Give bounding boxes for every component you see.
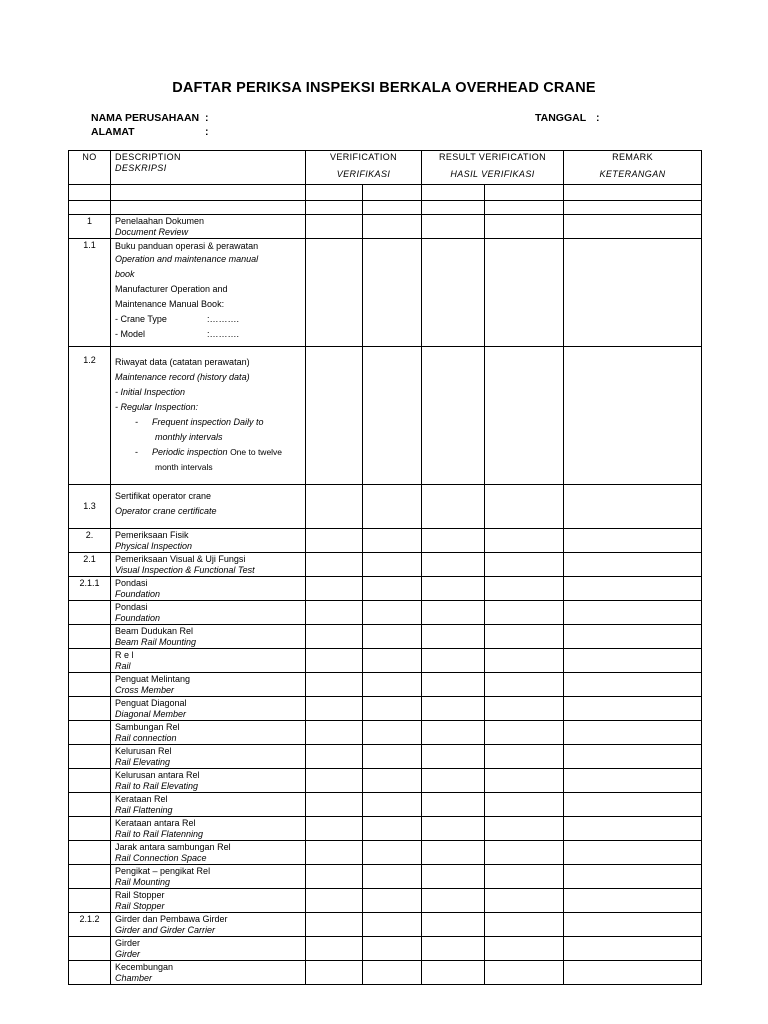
empty-cell [485,865,564,889]
header-verification-label: VERIFICATION [329,152,398,162]
empty-cell [422,889,485,913]
table-row [69,865,702,889]
row-sublabel: Chamber [115,972,153,983]
empty-cell [306,841,363,865]
empty-cell [485,697,564,721]
row-sublabel: Rail Flattening [115,804,173,815]
empty-cell [485,625,564,649]
row-description [111,601,306,625]
frequent-inspection [115,415,301,430]
empty-cell [485,793,564,817]
header-row [69,151,702,185]
header-verification [306,151,422,185]
row-sublabel: Rail Elevating [115,756,171,767]
date-label: TANGGAL [535,112,587,124]
row-label: Kerataan Rel [115,794,168,804]
empty-cell [422,745,485,769]
empty-cell [564,529,702,553]
empty-cell [422,841,485,865]
table-row [69,937,702,961]
row-description [111,841,306,865]
periodic-inspection-range: One to twelve [230,447,283,457]
row-label: Kelurusan antara Rel [115,770,200,780]
row-number [69,817,111,841]
crane-type-line [115,312,301,327]
initial-inspection: - Initial Inspection [115,387,186,397]
row-label: Pengikat – pengikat Rel [115,866,211,876]
empty-cell [564,673,702,697]
regular-inspection: - Regular Inspection: [115,402,199,412]
empty-cell [306,745,363,769]
empty-cell [363,841,422,865]
row-description [111,961,306,985]
empty-cell [363,601,422,625]
empty-cell [363,769,422,793]
frequent-inspection-cont: monthly intervals [155,432,223,442]
row-label: Buku panduan operasi & perawatan [115,241,259,251]
model-label: - Model [115,329,146,339]
empty-cell [422,649,485,673]
row-description [111,577,306,601]
table-row [69,673,702,697]
row-label: Pemeriksaan Fisik [115,530,189,540]
empty-cell [363,577,422,601]
empty-cell [363,529,422,553]
row-label: Girder [115,938,141,948]
empty-cell [306,529,363,553]
empty-cell [564,553,702,577]
empty-cell [363,913,422,937]
row-number: 2.1.2 [69,913,111,937]
empty-cell [564,745,702,769]
empty-cell [306,937,363,961]
row-sublabel: Visual Inspection & Functional Test [115,564,255,575]
section-row-1 [69,215,702,239]
row-label: Jarak antara sambungan Rel [115,842,231,852]
empty-cell [485,745,564,769]
empty-cell [564,817,702,841]
empty-cell [485,937,564,961]
empty-cell [564,649,702,673]
empty-cell [485,769,564,793]
row-label: Kecembungan [115,962,174,972]
address-colon: : [205,126,209,138]
empty-cell [422,721,485,745]
row-sublabel: Foundation [115,612,161,623]
header-result [422,151,564,185]
checklist-table [68,150,702,985]
empty-cell [485,913,564,937]
header-description-sub: DESKRIPSI [115,162,167,173]
row-label: Rail Stopper [115,890,165,900]
row-number [69,793,111,817]
row-number [69,865,111,889]
item-rows [69,529,702,985]
row-sublabel: Rail [115,660,131,671]
row-label: Kerataan antara Rel [115,818,196,828]
blank-row [69,201,702,215]
row-sublabel: Cross Member [115,684,175,695]
row-sublabel: Rail to Rail Flatenning [115,828,204,839]
empty-cell [306,889,363,913]
row-number [69,841,111,865]
row-description [111,485,306,529]
row-number: 2.1.1 [69,577,111,601]
row-label: Girder dan Pembawa Girder [115,914,228,924]
table-row [69,817,702,841]
model-value: :………. [207,329,240,339]
periodic-inspection [115,445,301,460]
row-label: R e l [115,650,134,660]
empty-cell [422,793,485,817]
periodic-inspection-text: Periodic inspection [152,447,228,457]
empty-cell [564,961,702,985]
row-number: 2. [69,529,111,553]
empty-cell [422,865,485,889]
header-description-label: DESCRIPTION [115,152,181,162]
row-sublabel: Rail Stopper [115,900,165,911]
empty-cell [422,625,485,649]
row-label: Pondasi [115,602,148,612]
row-label: Riwayat data (catatan perawatan) [115,357,250,367]
row-number [69,745,111,769]
empty-cell [306,673,363,697]
empty-cell [485,529,564,553]
empty-cell [485,817,564,841]
empty-cell [306,649,363,673]
row-number [69,673,111,697]
row-description [111,347,306,485]
row-sublabel: Diagonal Member [115,708,187,719]
section-row-1-2 [69,347,702,485]
row-description [111,937,306,961]
crane-type-label: - Crane Type [115,314,167,324]
row-description [111,817,306,841]
manufacturer-label: Manufacturer Operation and [115,284,228,294]
table-row [69,601,702,625]
empty-cell [564,937,702,961]
empty-cell [306,817,363,841]
empty-cell [564,601,702,625]
row-label: Penguat Diagonal [115,698,187,708]
row-number: 1 [69,215,111,239]
date-colon: : [596,112,600,124]
row-number [69,721,111,745]
empty-cell [363,817,422,841]
empty-cell [564,841,702,865]
empty-cell [306,601,363,625]
row-number: 1.3 [69,485,111,529]
empty-cell [422,577,485,601]
row-number [69,769,111,793]
bullet-dash: - [135,417,138,427]
empty-cell [485,553,564,577]
table-row [69,649,702,673]
row-sublabel: Document Review [115,226,189,237]
row-label: Sertifikat operator crane [115,491,212,501]
row-description [111,793,306,817]
empty-cell [363,865,422,889]
row-number: 1.2 [69,347,111,485]
table-row [69,745,702,769]
page-title: DAFTAR PERIKSA INSPEKSI BERKALA OVERHEAD CRANE [172,80,596,96]
company-label: NAMA PERUSAHAAN [91,112,200,124]
empty-cell [485,601,564,625]
empty-cell [485,673,564,697]
empty-cell [422,601,485,625]
empty-cell [363,553,422,577]
empty-cell [306,553,363,577]
row-description [111,529,306,553]
row-sublabel: Girder and Girder Carrier [115,924,216,935]
row-sublabel: Rail Connection Space [115,852,207,863]
empty-cell [485,841,564,865]
empty-cell [422,673,485,697]
row-description [111,215,306,239]
empty-cell [306,913,363,937]
header-result-label: RESULT VERIFICATION [438,152,547,162]
empty-cell [363,625,422,649]
row-label: Penguat Melintang [115,674,191,684]
row-description [111,625,306,649]
empty-cell [485,577,564,601]
row-number [69,961,111,985]
empty-cell [564,793,702,817]
row-label: Pemeriksaan Visual & Uji Fungsi [115,554,246,564]
row-description [111,865,306,889]
table-row [69,841,702,865]
row-description [111,649,306,673]
section-row-1-3 [69,485,702,529]
row-number: 2.1 [69,553,111,577]
empty-cell [422,553,485,577]
table-row [69,577,702,601]
empty-cell [422,961,485,985]
table-row [69,721,702,745]
table-row [69,529,702,553]
row-description [111,889,306,913]
empty-cell [564,577,702,601]
row-number [69,625,111,649]
empty-cell [485,721,564,745]
row-description [111,673,306,697]
row-sublabel: Girder [115,948,141,959]
row-description [111,239,306,347]
crane-type-value: :………. [207,314,240,324]
row-number [69,649,111,673]
empty-cell [363,745,422,769]
row-number [69,889,111,913]
empty-cell [485,649,564,673]
empty-cell [564,889,702,913]
empty-cell [564,865,702,889]
empty-cell [306,961,363,985]
table-row [69,961,702,985]
empty-cell [485,961,564,985]
header-no: NO [69,151,111,185]
address-label: ALAMAT [91,126,135,138]
row-description [111,769,306,793]
empty-cell [363,649,422,673]
empty-cell [564,913,702,937]
empty-cell [485,889,564,913]
empty-cell [422,529,485,553]
row-sublabel-cont: book [115,269,135,279]
empty-cell [306,793,363,817]
bullet-dash: - [135,447,138,457]
empty-cell [422,937,485,961]
empty-cell [422,697,485,721]
section-row-1-1 [69,239,702,347]
header-remark-label: REMARK [612,152,653,162]
empty-cell [363,937,422,961]
row-sublabel: Operator crane certificate [115,506,217,516]
header-result-sub: HASIL VERIFIKASI [450,168,535,179]
table-row [69,697,702,721]
table-row [69,769,702,793]
row-number: 1.1 [69,239,111,347]
table-row [69,889,702,913]
row-label: Kelurusan Rel [115,746,172,756]
row-label: Pondasi [115,578,148,588]
row-description [111,913,306,937]
empty-cell [306,721,363,745]
row-description [111,553,306,577]
empty-cell [363,793,422,817]
row-description [111,745,306,769]
empty-cell [564,769,702,793]
row-sublabel: Physical Inspection [115,540,193,551]
row-sublabel: Rail connection [115,732,177,743]
row-description [111,721,306,745]
empty-cell [363,673,422,697]
table-row [69,553,702,577]
empty-cell [306,577,363,601]
row-sublabel: Maintenance record (history data) [115,372,250,382]
row-description [111,697,306,721]
model-line [115,327,301,342]
row-sublabel: Operation and maintenance manual [115,254,259,264]
empty-cell [422,769,485,793]
periodic-inspection-cont: month intervals [155,462,213,472]
empty-cell [363,889,422,913]
header-description [111,151,306,185]
row-number [69,601,111,625]
blank-row [69,185,702,201]
table-row [69,625,702,649]
empty-cell [363,961,422,985]
company-colon: : [205,112,209,124]
empty-cell [306,769,363,793]
row-number [69,937,111,961]
empty-cell [306,697,363,721]
row-sublabel: Rail to Rail Elevating [115,780,199,791]
empty-cell [564,721,702,745]
header-verification-sub: VERIFIKASI [336,168,391,179]
row-label: Beam Dudukan Rel [115,626,194,636]
row-sublabel: Beam Rail Mounting [115,636,197,647]
table-row [69,793,702,817]
empty-cell [422,913,485,937]
header-remark-sub: KETERANGAN [599,168,666,179]
empty-cell [306,625,363,649]
manufacturer-label-cont: Maintenance Manual Book: [115,299,225,309]
header-remark [564,151,702,185]
row-label: Penelaahan Dokumen [115,216,205,226]
frequent-inspection-text: Frequent inspection Daily to [152,417,264,427]
table-row [69,913,702,937]
row-number [69,697,111,721]
row-label: Sambungan Rel [115,722,180,732]
row-sublabel: Foundation [115,588,161,599]
row-sublabel: Rail Mounting [115,876,171,887]
empty-cell [564,697,702,721]
empty-cell [363,697,422,721]
empty-cell [422,817,485,841]
empty-cell [564,625,702,649]
empty-cell [363,721,422,745]
empty-cell [306,865,363,889]
